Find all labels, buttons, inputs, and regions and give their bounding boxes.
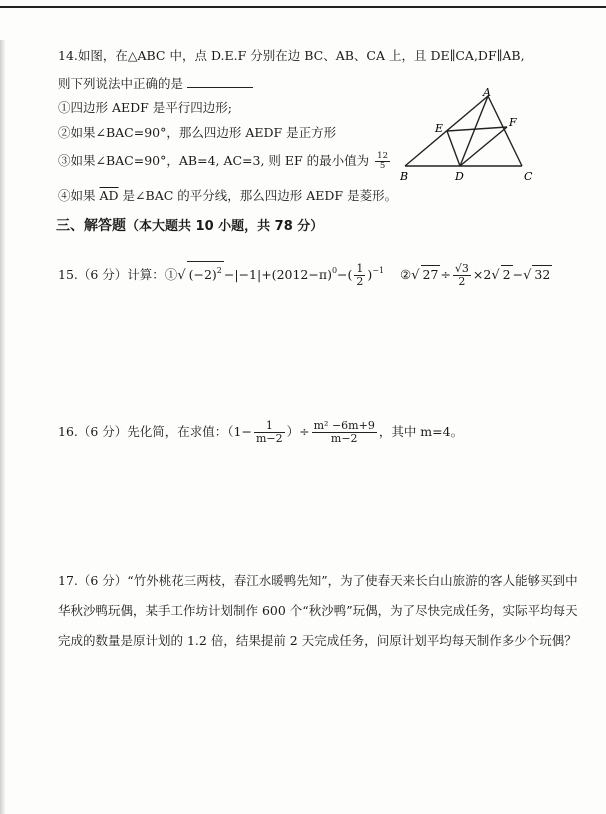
fraction-denominator: 5 bbox=[379, 161, 386, 171]
q17-paragraph: 17.（6 分）“竹外桃花三两枝，春江水暖鸭先知”，为了使春天来长白山旅游的客人能够买到中华秋沙鸭玩偶，某手工作坊计划制作 600 个“秋沙鸭”玩偶，为了尽快完成任务，实际平均每天完成的数量是原计划的 1.2 倍，结果提前 2 天完成任务，问原计划平均每天制作多少个玩偶？ bbox=[58, 573, 578, 648]
segment-ac bbox=[488, 96, 522, 166]
exponent-neg-one: −1 bbox=[372, 266, 385, 275]
q14-option-3 bbox=[58, 152, 392, 171]
q14-option-4-prefix: ④如果 bbox=[58, 188, 96, 203]
q14-option-3-text: ③如果∠BAC=90°，AB=4, AC=3, 则 EF 的最小值为 bbox=[58, 153, 370, 168]
times-two: ×2 bbox=[472, 267, 492, 282]
label-b: B bbox=[400, 170, 409, 183]
q15-minus: −( bbox=[337, 267, 353, 282]
q14-option-4-text: 是∠BAC 的平分线，那么四边形 AEDF 是菱形。 bbox=[122, 188, 398, 203]
q15-label: 15.（6 分）计算：① bbox=[58, 267, 178, 282]
q16-fraction-2 bbox=[312, 420, 377, 445]
label-c: C bbox=[524, 170, 533, 183]
sqrt-content: (−2) bbox=[188, 267, 217, 282]
fraction-numerator: 1 bbox=[254, 420, 285, 433]
exponent-zero: 0 bbox=[331, 266, 338, 275]
q15-close: ) bbox=[367, 267, 373, 282]
section-3-header bbox=[56, 217, 323, 236]
sqrt-sign: √ bbox=[491, 268, 500, 283]
label-a: A bbox=[483, 88, 491, 99]
fraction-numerator: m² −6m+9 bbox=[313, 419, 375, 432]
q15-part2-label: ② bbox=[400, 267, 412, 282]
label-d: D bbox=[455, 170, 464, 183]
divide-sign: ÷ bbox=[440, 267, 451, 282]
sqrt-sign: √ bbox=[411, 268, 420, 283]
minus-sign: − bbox=[512, 267, 524, 282]
exponent: 2 bbox=[216, 266, 222, 275]
fraction-denominator: 2 bbox=[356, 275, 364, 288]
label-f: F bbox=[509, 116, 517, 129]
page-top-border bbox=[0, 0, 606, 8]
fraction-numerator: 1 bbox=[356, 262, 364, 275]
q15-half-fraction bbox=[354, 263, 365, 288]
fraction-denominator: m−2 bbox=[330, 432, 358, 445]
segment-ad bbox=[460, 96, 488, 166]
q14-answer-blank[interactable] bbox=[187, 75, 253, 88]
label-e: E bbox=[435, 122, 444, 135]
q14-option-4 bbox=[58, 187, 397, 205]
sqrt-sign: √ bbox=[523, 268, 532, 283]
segment-ef bbox=[447, 127, 507, 131]
q15-sqrt-27: 27 bbox=[422, 267, 439, 282]
sqrt-sign: √ bbox=[177, 268, 186, 283]
q15-root3-fraction bbox=[453, 263, 471, 288]
q16-tail: ，其中 m=4。 bbox=[378, 424, 464, 439]
section-3-subtitle: （本大题共 10 小题，共 78 分） bbox=[126, 219, 324, 234]
triangle-figure bbox=[400, 88, 535, 183]
q15-expression: −|−1|+(2012−π) bbox=[223, 267, 332, 282]
segment-de bbox=[447, 131, 460, 166]
q16-line bbox=[58, 420, 463, 445]
q16-divide: ）÷ bbox=[286, 424, 310, 439]
q16-fraction-1 bbox=[254, 420, 285, 445]
q14-option-3-fraction bbox=[375, 152, 390, 171]
q14-prompt: 则下列说法中正确的是 bbox=[58, 76, 184, 91]
fraction-denominator: m−2 bbox=[255, 432, 283, 445]
q15-sqrt-2: 2 bbox=[502, 267, 511, 282]
q14-line2 bbox=[58, 75, 253, 93]
fraction-numerator: √3 bbox=[454, 262, 469, 275]
page-left-shadow bbox=[0, 40, 6, 814]
q14-line1: 14.如图，在△ABC 中，点 D.E.F 分别在边 BC、AB、CA 上，且 DE∥CA,DF∥AB, bbox=[58, 48, 525, 63]
fraction-denominator: 2 bbox=[458, 275, 466, 288]
section-3-title: 三、解答题 bbox=[56, 218, 126, 234]
q14-option-2: ②如果∠BAC=90°，那么四边形 AEDF 是正方形 bbox=[58, 125, 337, 140]
q15-line bbox=[58, 261, 552, 288]
q15-sqrt-32: 32 bbox=[534, 267, 551, 282]
q14-option-1: ①四边形 AEDF 是平行四边形; bbox=[58, 100, 233, 115]
segment-ab bbox=[405, 96, 488, 166]
fraction-numerator: 12 bbox=[377, 151, 388, 161]
q16-label: 16.（6 分）先化简，在求值：（1− bbox=[58, 424, 252, 439]
q14-option-4-segment: $\overline{AD}$ bbox=[99, 188, 119, 203]
q15-sqrt-1 bbox=[187, 261, 224, 284]
